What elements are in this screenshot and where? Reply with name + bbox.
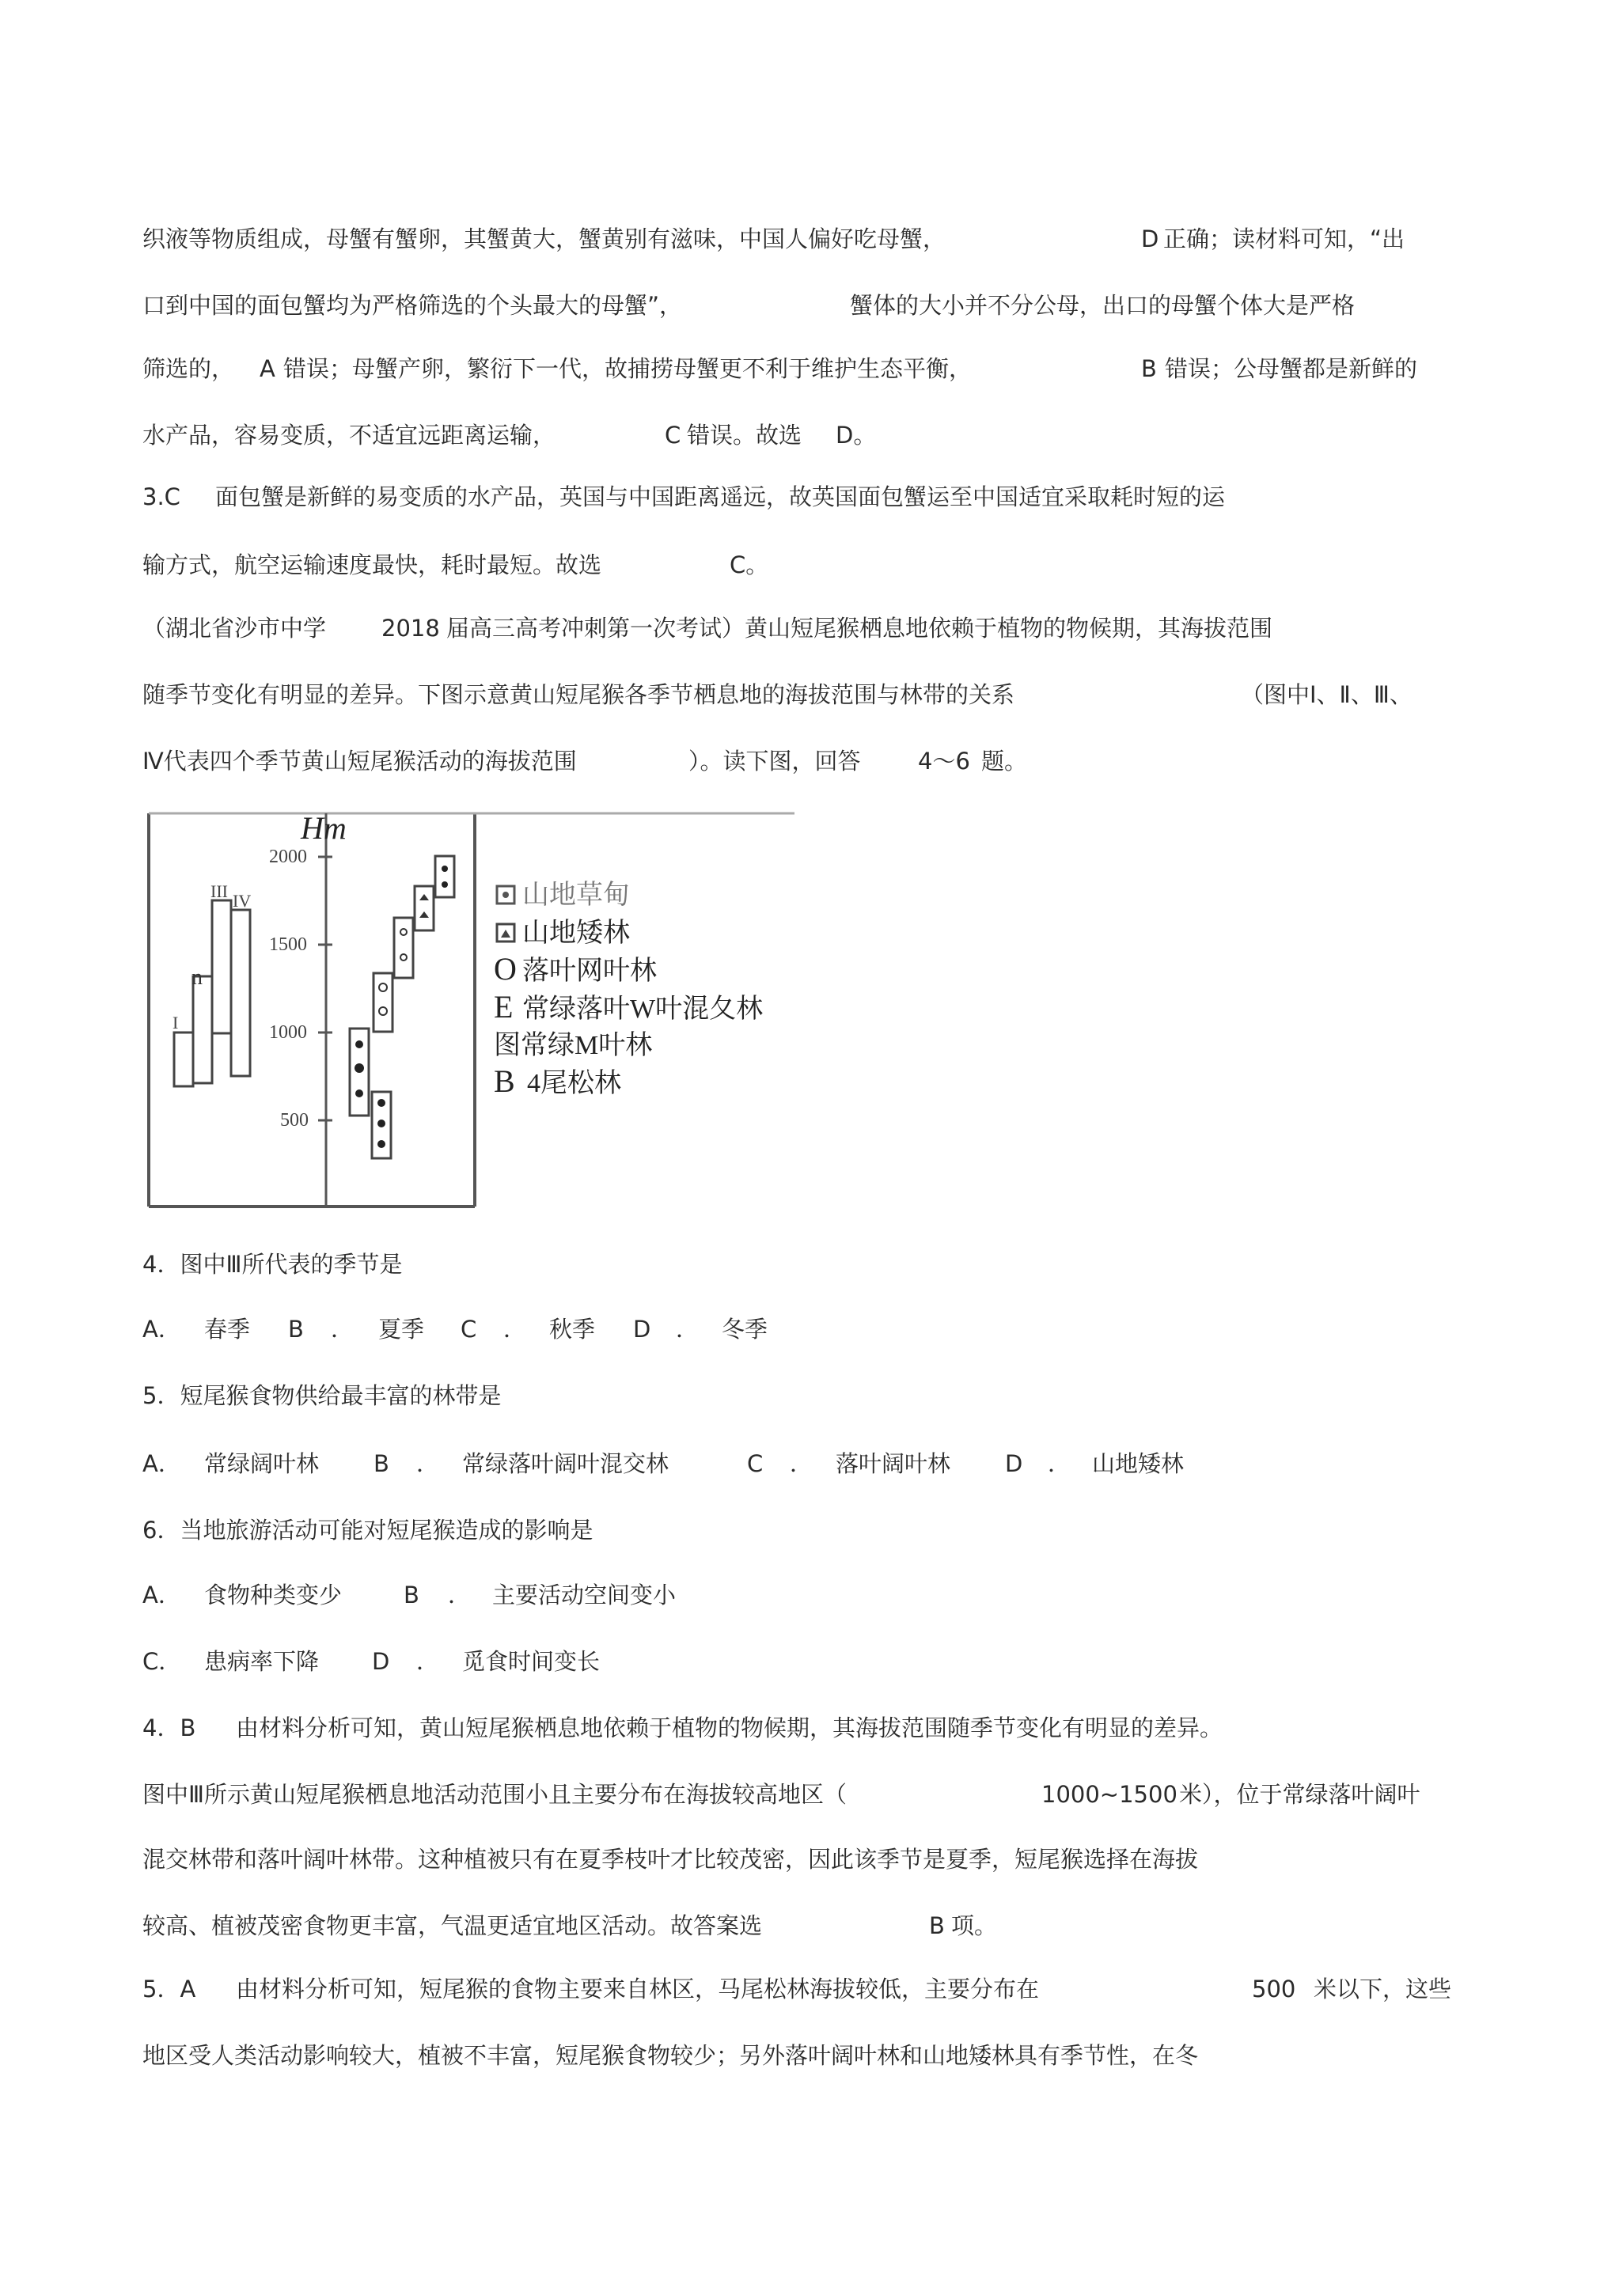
text-segment: 面包蟹是新鲜的易变质的水产品，英国与中国距离遥远，故英国面包蟹运至中国适宜采取耗时短的运 (215, 483, 1226, 510)
question-text: 5．短尾猴食物供给最丰富的林带是 (142, 1382, 502, 1409)
option-d: 冬季 (722, 1316, 768, 1343)
option-c: 秋季 (549, 1316, 596, 1343)
text-segment: A (260, 355, 275, 382)
option-a: 春季 (204, 1316, 251, 1343)
option-dot: ． (416, 1450, 440, 1477)
legend-marker: B (494, 1063, 515, 1099)
option-dot: ． (676, 1316, 700, 1343)
belt-marker (379, 983, 387, 991)
tick-label: 500 (280, 1110, 309, 1131)
text-segment: 随季节变化有明显的差异。下图示意黄山短尾猴各季节栖息地的海拔范围与林带的关系 (142, 681, 1015, 708)
option-d: 山地矮林 (1092, 1450, 1185, 1477)
belt-mixed (374, 973, 392, 1032)
option-letter: A． (142, 1582, 181, 1608)
option-letter: B (288, 1316, 304, 1343)
tick-label: 2000 (269, 847, 307, 867)
belt-marker (355, 1089, 363, 1097)
text-segment: B (1141, 355, 1157, 382)
option-letter: C (461, 1316, 477, 1343)
text-segment: 届高三高考冲刺第一次考试）黄山短尾猴栖息地依赖于植物的物候期，其海拔范围 (446, 615, 1273, 642)
answer-text: 地区受人类活动影响较大，植被不丰富，短尾猴食物较少；另外落叶阔叶林和山地矮林具有季节性，在冬 (142, 2042, 1199, 2069)
text-segment: （湖北省沙市中学 (142, 615, 327, 642)
belt-marker (400, 954, 407, 960)
option-letter: D (633, 1316, 651, 1343)
option-letter: A． (142, 1450, 181, 1477)
text-segment: 4～6 (918, 748, 970, 775)
answer-label: 4．B (142, 1714, 196, 1741)
option-letter: D (1005, 1450, 1023, 1477)
belt-mountain-dwarf (415, 886, 434, 930)
belt-marker (419, 911, 429, 918)
option-d: 觅食时间变长 (462, 1648, 601, 1675)
belt-marker (377, 1120, 385, 1127)
answer-text: B (929, 1912, 945, 1939)
belt-marker (355, 1040, 363, 1048)
option-letter: A． (142, 1316, 181, 1343)
belt-marker (419, 894, 429, 900)
text-segment: 2018 (381, 615, 440, 642)
text-segment: C。 (730, 551, 769, 578)
option-dot: ． (503, 1316, 527, 1343)
season-range-III (212, 900, 231, 1033)
text-segment: C (665, 422, 681, 449)
text-segment: 错误；公母蟹都是新鲜的 (1165, 355, 1418, 382)
option-letter: C (747, 1450, 764, 1477)
question-text: 4．图中Ⅲ所代表的季节是 (142, 1251, 403, 1278)
legend-label: 4尾松林 (527, 1069, 621, 1098)
option-letter: B (374, 1450, 389, 1477)
text-segment: 蟹体的大小并不分公母，出口的母蟹个体大是严格 (850, 292, 1356, 319)
belt-mountain-meadow (435, 856, 454, 897)
text-segment: 错误；母蟹产卵，繁衍下一代，故捕捞母蟹更不利于维护生态平衡， (283, 355, 973, 382)
option-dot: ． (448, 1582, 472, 1608)
option-dot: ． (790, 1450, 813, 1477)
option-b: 常绿落叶阔叶混交林 (462, 1450, 669, 1477)
text-segment: （图中Ⅰ、Ⅱ、Ⅲ、 (1241, 681, 1413, 708)
question-text: 6．当地旅游活动可能对短尾猴造成的影响是 (142, 1517, 593, 1544)
answer-label: 5．A (142, 1976, 196, 2002)
option-a: 常绿阔叶林 (204, 1450, 320, 1477)
option-a: 食物种类变少 (204, 1582, 343, 1608)
season-range-IV (231, 910, 250, 1076)
text-segment: 正确；读材料可知，“出 (1163, 225, 1405, 252)
answer-text: 由材料分析可知，黄山短尾猴栖息地依赖于植物的物候期，其海拔范围随季节变化有明显的差异。 (236, 1714, 1223, 1741)
option-letter: B (404, 1582, 419, 1608)
text-segment: D。 (836, 422, 877, 449)
text-segment: 输方式，航空运输速度最快，耗时最短。故选 (142, 551, 602, 578)
answer-text: 由材料分析可知，短尾猴的食物主要来自林区，马尾松林海拔较低，主要分布在 (236, 1976, 1040, 2002)
answer-text: 图中Ⅲ所示黄山短尾猴栖息地活动范围小且主要分布在海拔较高地区（ (142, 1781, 847, 1808)
belt-marker (377, 1140, 385, 1148)
belt-marker (355, 1063, 364, 1073)
legend-swatch-marker (502, 892, 509, 898)
season-label: III (210, 881, 228, 901)
text-segment: D (1141, 225, 1159, 252)
legend-marker: O (494, 951, 517, 987)
tick-label: 1500 (269, 934, 307, 955)
answer-text: 500 (1252, 1976, 1296, 2002)
text-segment: 筛选的， (142, 355, 235, 382)
axis-label: Hm (301, 810, 347, 846)
text-segment: 3.C (142, 483, 180, 510)
belt-marker (442, 881, 448, 888)
season-label: n (191, 965, 203, 990)
text-segment: 错误。故选 (687, 422, 802, 449)
option-b: 主要活动空间变小 (492, 1582, 677, 1608)
answer-text: 米），位于常绿落叶阔叶 (1179, 1781, 1420, 1808)
season-range-II (193, 976, 212, 1083)
answer-text: 1000~1500 (1041, 1781, 1177, 1808)
legend-label: 常绿落叶W叶混夂林 (522, 995, 764, 1024)
option-dot: ． (416, 1648, 440, 1675)
answer-text: 较高、植被茂密食物更丰富，气温更适宜地区活动。故答案选 (142, 1912, 763, 1939)
option-dot: ． (1048, 1450, 1071, 1477)
season-label: I (173, 1013, 179, 1032)
answer-text: 混交林带和落叶阔叶林带。这种植被只有在夏季枝叶才比较茂密，因此该季节是夏季，短尾猴选择在海拔 (142, 1846, 1199, 1873)
belt-marker (442, 866, 448, 872)
season-label: IV (233, 891, 252, 911)
habitat-elevation-figure (142, 799, 823, 1218)
answer-text: 米以下，这些 (1314, 1976, 1452, 2002)
option-c: 患病率下降 (204, 1648, 320, 1675)
belt-marker (400, 929, 407, 935)
belt-marker (379, 1007, 387, 1015)
text-segment: 水产品，容易变质，不适宜远距离运输， (142, 422, 556, 449)
legend-marker: E (494, 989, 514, 1025)
option-b: 夏季 (378, 1316, 425, 1343)
option-letter: C． (142, 1648, 182, 1675)
belt-marker (377, 1099, 385, 1107)
legend-swatch-marker (501, 930, 510, 938)
legend-label: 山地草甸 (522, 881, 630, 910)
season-range-I (174, 1032, 193, 1086)
text-segment: 织液等物质组成，母蟹有蟹卵，其蟹黄大，蟹黄别有滋味，中国人偏好吃母蟹， (142, 225, 946, 252)
belt-deciduous-broadleaf (394, 918, 413, 978)
legend-label: 落叶网叶林 (522, 957, 657, 986)
option-letter: D (372, 1648, 390, 1675)
legend-label: 山地矮林 (522, 919, 630, 948)
text-segment: Ⅳ代表四个季节黄山短尾猴活动的海拔范围 (142, 748, 577, 775)
answer-text: 项。 (951, 1912, 998, 1939)
option-dot: ． (331, 1316, 355, 1343)
legend-label: 图常绿M叶林 (494, 1031, 653, 1060)
tick-label: 1000 (269, 1022, 307, 1043)
option-c: 落叶阔叶林 (836, 1450, 951, 1477)
text-segment: 口到中国的面包蟹均为严格筛选的个头最大的母蟹”， (142, 292, 683, 319)
text-segment: ）。读下图，回答 (688, 748, 861, 775)
text-segment: 题。 (981, 748, 1028, 775)
